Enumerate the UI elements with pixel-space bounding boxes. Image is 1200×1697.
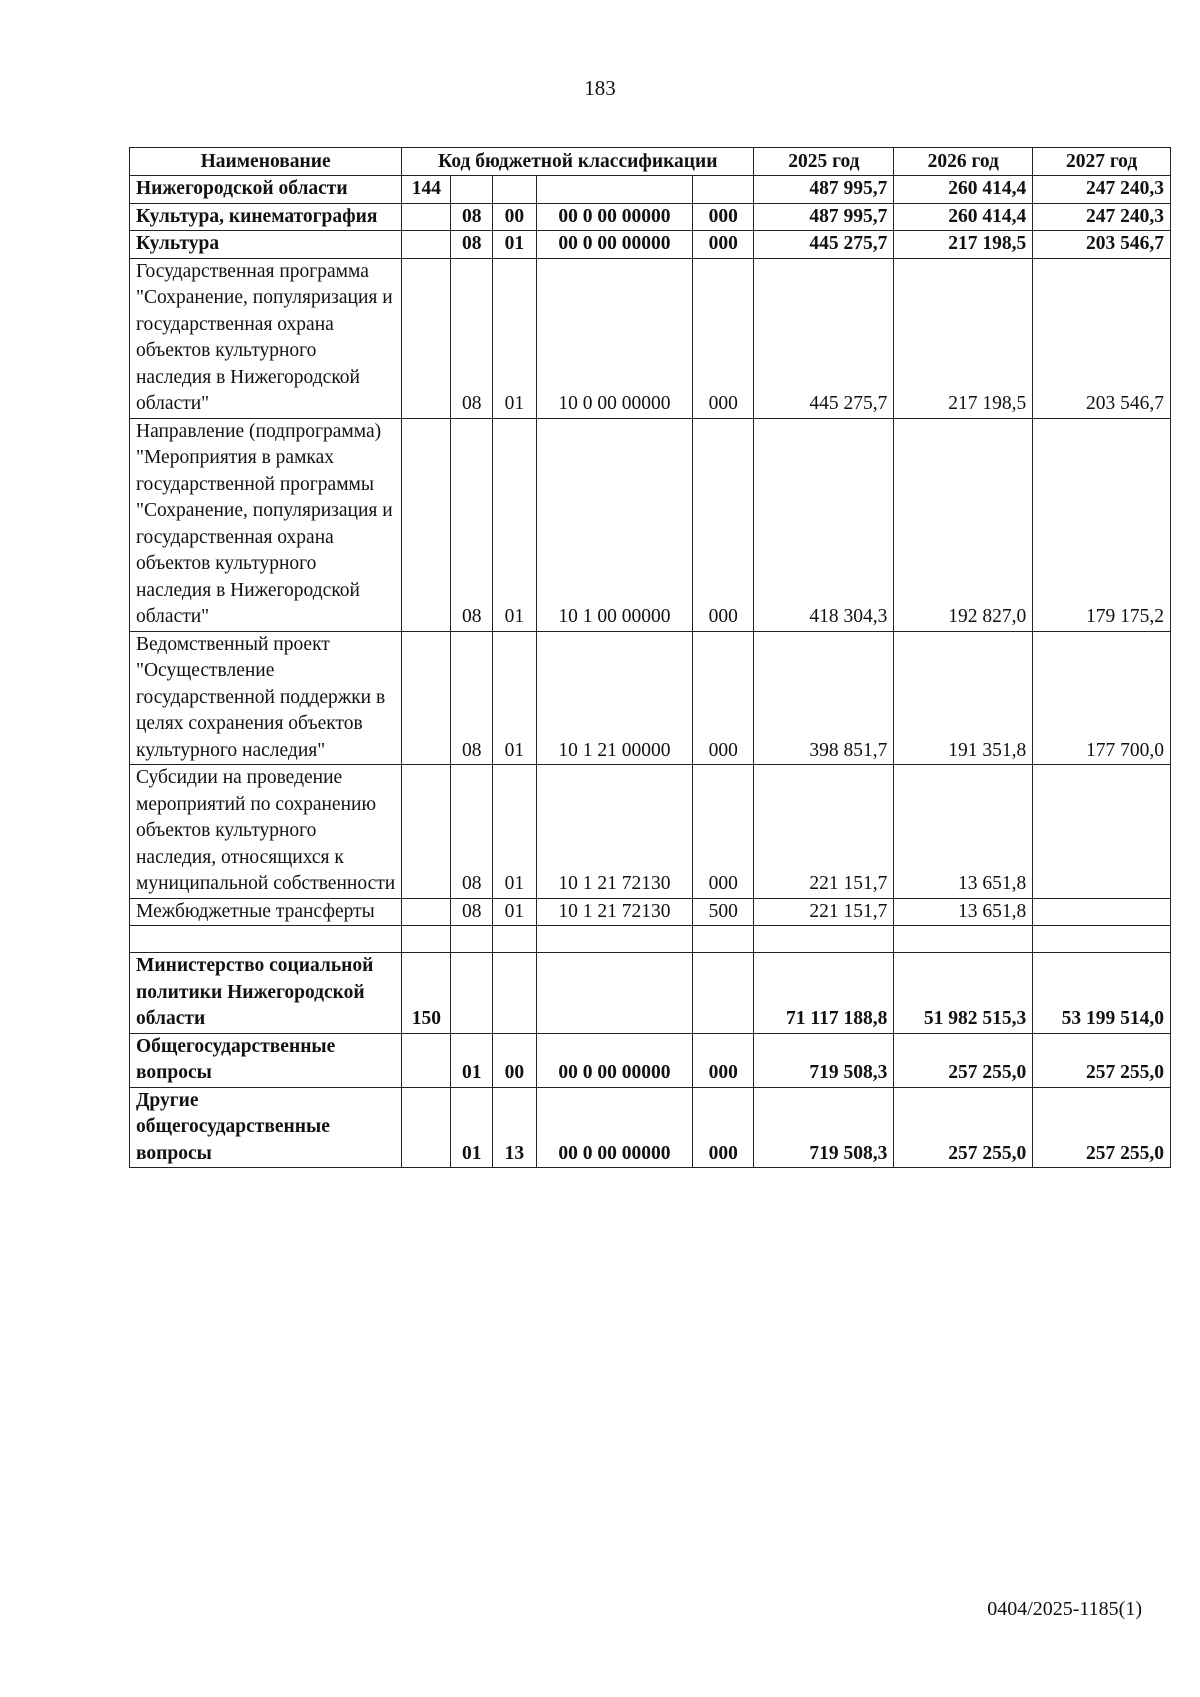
row-2026: 260 414,4 bbox=[894, 203, 1033, 231]
row-2026: 260 414,4 bbox=[894, 176, 1033, 204]
row-name bbox=[130, 926, 402, 953]
row-section: 08 bbox=[451, 898, 493, 926]
row-subsection: 13 bbox=[493, 1087, 537, 1168]
row-section: 08 bbox=[451, 418, 493, 631]
row-2026: 192 827,0 bbox=[894, 418, 1033, 631]
row-2026: 13 651,8 bbox=[894, 898, 1033, 926]
row-name: Министерство социальной политики Нижегородской области bbox=[130, 953, 402, 1034]
row-section: 01 bbox=[451, 1087, 493, 1168]
row-name: Межбюджетные трансферты bbox=[130, 898, 402, 926]
row-section: 08 bbox=[451, 231, 493, 259]
row-2027 bbox=[1033, 926, 1171, 953]
row-target-article: 00 0 00 00000 bbox=[536, 231, 692, 259]
row-2025: 221 151,7 bbox=[754, 898, 894, 926]
row-2026: 217 198,5 bbox=[894, 258, 1033, 418]
row-target-article bbox=[536, 926, 692, 953]
row-2026: 191 351,8 bbox=[894, 631, 1033, 765]
row-target-article: 10 1 00 00000 bbox=[536, 418, 692, 631]
row-2025: 71 117 188,8 bbox=[754, 953, 894, 1034]
row-ministry-code bbox=[402, 1087, 451, 1168]
row-ministry-code bbox=[402, 898, 451, 926]
table-row bbox=[130, 1033, 1171, 1087]
row-expense-type: 000 bbox=[693, 1033, 754, 1087]
table-row bbox=[130, 631, 1171, 765]
table-row bbox=[130, 203, 1171, 231]
table-row bbox=[130, 418, 1171, 631]
row-expense-type: 000 bbox=[693, 631, 754, 765]
row-2025: 221 151,7 bbox=[754, 765, 894, 899]
row-target-article bbox=[536, 953, 692, 1034]
row-target-article: 00 0 00 00000 bbox=[536, 1033, 692, 1087]
row-target-article: 00 0 00 00000 bbox=[536, 203, 692, 231]
row-expense-type: 000 bbox=[693, 765, 754, 899]
row-2026: 51 982 515,3 bbox=[894, 953, 1033, 1034]
row-2027 bbox=[1033, 898, 1171, 926]
row-ministry-code bbox=[402, 631, 451, 765]
header-name: Наименование bbox=[130, 148, 402, 176]
table-row bbox=[130, 1087, 1171, 1168]
row-name: Культура, кинематография bbox=[130, 203, 402, 231]
row-subsection: 00 bbox=[493, 203, 537, 231]
row-target-article: 10 1 21 72130 bbox=[536, 898, 692, 926]
row-subsection bbox=[493, 926, 537, 953]
row-section bbox=[451, 176, 493, 204]
row-expense-type: 000 bbox=[693, 258, 754, 418]
row-subsection bbox=[493, 953, 537, 1034]
row-ministry-code bbox=[402, 765, 451, 899]
row-2025: 719 508,3 bbox=[754, 1087, 894, 1168]
row-section: 08 bbox=[451, 631, 493, 765]
table-row bbox=[130, 765, 1171, 899]
row-2025: 445 275,7 bbox=[754, 258, 894, 418]
row-2026: 257 255,0 bbox=[894, 1033, 1033, 1087]
page-number: 183 bbox=[584, 76, 616, 100]
row-name: Субсидии на проведение мероприятий по сохранению объектов культурного наследия, относящихся к муниципальной собственности bbox=[130, 765, 402, 899]
row-ministry-code: 150 bbox=[402, 953, 451, 1034]
row-2025: 719 508,3 bbox=[754, 1033, 894, 1087]
table-header-row bbox=[130, 148, 1171, 176]
row-section: 08 bbox=[451, 765, 493, 899]
row-subsection: 01 bbox=[493, 258, 537, 418]
row-subsection bbox=[493, 176, 537, 204]
row-target-article: 10 1 21 00000 bbox=[536, 631, 692, 765]
document-number: 0404/2025-1185(1) bbox=[987, 1598, 1142, 1620]
row-expense-type: 000 bbox=[693, 418, 754, 631]
row-target-article: 10 0 00 00000 bbox=[536, 258, 692, 418]
row-ministry-code bbox=[402, 926, 451, 953]
row-name: Культура bbox=[130, 231, 402, 259]
row-ministry-code bbox=[402, 231, 451, 259]
table-row bbox=[130, 231, 1171, 259]
row-ministry-code bbox=[402, 203, 451, 231]
row-section bbox=[451, 926, 493, 953]
row-target-article: 00 0 00 00000 bbox=[536, 1087, 692, 1168]
row-2027: 179 175,2 bbox=[1033, 418, 1171, 631]
row-2026: 257 255,0 bbox=[894, 1087, 1033, 1168]
header-code: Код бюджетной классификации bbox=[402, 148, 754, 176]
row-subsection: 01 bbox=[493, 231, 537, 259]
row-2027: 247 240,3 bbox=[1033, 176, 1171, 204]
row-section bbox=[451, 953, 493, 1034]
row-2026: 217 198,5 bbox=[894, 231, 1033, 259]
row-expense-type bbox=[693, 953, 754, 1034]
row-name: Направление (подпрограмма) "Мероприятия в рамках государственной программы "Сохранение, популяризация и государственная охрана объектов культурного наследия в Нижегородской области" bbox=[130, 418, 402, 631]
row-2027: 203 546,7 bbox=[1033, 231, 1171, 259]
table-row-empty bbox=[130, 926, 1171, 953]
row-2027: 257 255,0 bbox=[1033, 1033, 1171, 1087]
row-subsection: 01 bbox=[493, 765, 537, 899]
row-2025: 445 275,7 bbox=[754, 231, 894, 259]
row-expense-type: 000 bbox=[693, 1087, 754, 1168]
row-name: Общегосударственные вопросы bbox=[130, 1033, 402, 1087]
row-2025: 418 304,3 bbox=[754, 418, 894, 631]
row-subsection: 01 bbox=[493, 418, 537, 631]
row-subsection: 00 bbox=[493, 1033, 537, 1087]
row-section: 08 bbox=[451, 203, 493, 231]
row-2027 bbox=[1033, 765, 1171, 899]
row-expense-type bbox=[693, 176, 754, 204]
table-row bbox=[130, 258, 1171, 418]
row-2027: 247 240,3 bbox=[1033, 203, 1171, 231]
row-2025: 487 995,7 bbox=[754, 203, 894, 231]
row-2025: 398 851,7 bbox=[754, 631, 894, 765]
table-row bbox=[130, 898, 1171, 926]
row-2027: 203 546,7 bbox=[1033, 258, 1171, 418]
row-subsection: 01 bbox=[493, 898, 537, 926]
row-2026 bbox=[894, 926, 1033, 953]
row-subsection: 01 bbox=[493, 631, 537, 765]
table-row bbox=[130, 953, 1171, 1034]
row-ministry-code bbox=[402, 418, 451, 631]
row-2025: 487 995,7 bbox=[754, 176, 894, 204]
row-2027: 177 700,0 bbox=[1033, 631, 1171, 765]
row-target-article: 10 1 21 72130 bbox=[536, 765, 692, 899]
row-name: Ведомственный проект "Осуществление государственной поддержки в целях сохранения объектов культурного наследия" bbox=[130, 631, 402, 765]
row-name: Нижегородской области bbox=[130, 176, 402, 204]
row-ministry-code: 144 bbox=[402, 176, 451, 204]
row-section: 01 bbox=[451, 1033, 493, 1087]
budget-table bbox=[129, 147, 1171, 1168]
row-expense-type bbox=[693, 926, 754, 953]
row-2027: 53 199 514,0 bbox=[1033, 953, 1171, 1034]
row-expense-type: 000 bbox=[693, 203, 754, 231]
row-name: Государственная программа "Сохранение, популяризация и государственная охрана объектов культурного наследия в Нижегородской области" bbox=[130, 258, 402, 418]
row-section: 08 bbox=[451, 258, 493, 418]
header-2025: 2025 год bbox=[754, 148, 894, 176]
row-name: Другие общегосударственные вопросы bbox=[130, 1087, 402, 1168]
header-2027: 2027 год bbox=[1033, 148, 1171, 176]
row-2026: 13 651,8 bbox=[894, 765, 1033, 899]
row-target-article bbox=[536, 176, 692, 204]
row-ministry-code bbox=[402, 1033, 451, 1087]
row-expense-type: 000 bbox=[693, 231, 754, 259]
row-2025 bbox=[754, 926, 894, 953]
header-2026: 2026 год bbox=[894, 148, 1033, 176]
row-expense-type: 500 bbox=[693, 898, 754, 926]
row-ministry-code bbox=[402, 258, 451, 418]
row-2027: 257 255,0 bbox=[1033, 1087, 1171, 1168]
table-row bbox=[130, 176, 1171, 204]
